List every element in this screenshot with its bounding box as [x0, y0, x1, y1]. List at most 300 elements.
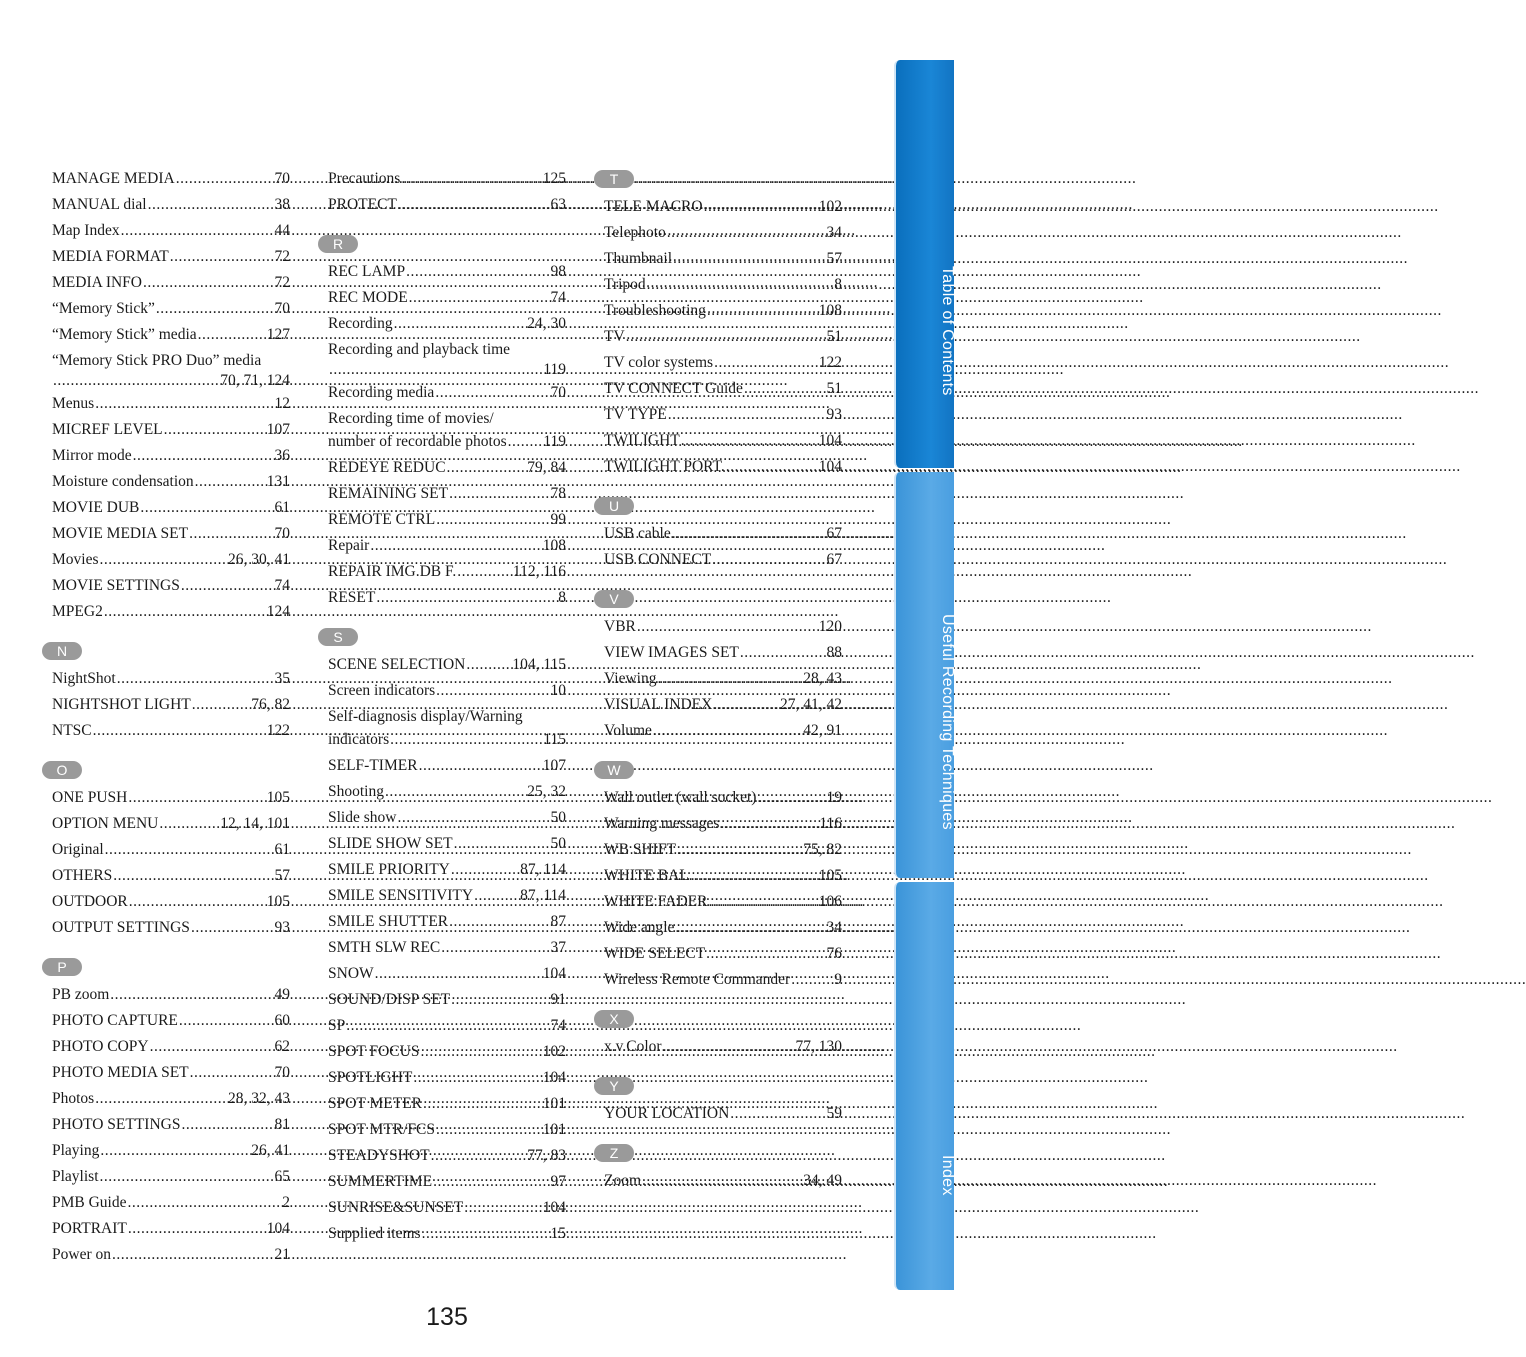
index-entry[interactable] [52, 1008, 290, 1034]
entry-name: “Memory Stick PRO Duo” media [52, 352, 262, 369]
index-entry[interactable] [52, 1164, 290, 1190]
index-entry[interactable] [328, 481, 566, 507]
leader-dots [179, 1008, 274, 1034]
index-entry[interactable] [52, 573, 290, 599]
page-ref: 102 [542, 1043, 566, 1060]
entry-line [52, 469, 290, 495]
entry-line [52, 1216, 290, 1242]
entry-name: MOVIE DUB [52, 499, 140, 516]
entry-line [52, 785, 290, 811]
page-ref: 70 [274, 300, 290, 317]
entry-name: Precautions [328, 170, 401, 187]
index-entry[interactable] [52, 666, 290, 692]
leader-dots [677, 837, 802, 863]
entry-line [604, 692, 842, 718]
entry-name: PHOTO SETTINGS [52, 1116, 181, 1133]
page-ref: 57 [274, 867, 290, 884]
index-entry[interactable] [328, 678, 566, 704]
page-ref: 77, 83 [527, 1147, 566, 1164]
index-entry[interactable] [604, 941, 842, 967]
page-ref: 34, 49 [803, 1172, 842, 1189]
index-entry[interactable] [52, 348, 290, 391]
index-entry[interactable] [328, 285, 566, 311]
page-ref: 107 [266, 421, 290, 438]
leader-dots [667, 220, 826, 246]
index-entry[interactable] [604, 1101, 842, 1127]
index-entry[interactable] [52, 837, 290, 863]
index-entry[interactable] [328, 1013, 566, 1039]
index-entry[interactable] [328, 652, 566, 678]
index-entry[interactable] [604, 863, 842, 889]
entry-name: Moisture condensation [52, 473, 194, 490]
leader-dots [422, 1221, 550, 1247]
index-entry[interactable] [52, 718, 290, 744]
leader-dots [435, 380, 549, 406]
entry-name: WB SHIFT [604, 841, 676, 858]
index-entry[interactable] [604, 1168, 842, 1194]
page-ref: 19 [826, 789, 842, 806]
page-ref: 72 [274, 274, 290, 291]
entry-line [52, 218, 290, 244]
entry-line [604, 785, 842, 811]
index-entry[interactable] [52, 1034, 290, 1060]
page-ref: 122 [266, 722, 290, 739]
leader-dots [375, 961, 542, 987]
index-entry[interactable] [604, 640, 842, 666]
entry-name: Warning messages [604, 815, 720, 832]
index-entry[interactable] [328, 166, 566, 192]
index-entry[interactable] [604, 454, 842, 480]
page-ref: 107 [542, 757, 566, 774]
leader-dots [704, 194, 818, 220]
index-column-2 [328, 166, 566, 1247]
page-ref: 116 [819, 815, 842, 832]
index-entry[interactable] [328, 455, 566, 481]
index-entry[interactable] [52, 1242, 290, 1268]
page-ref: 98 [550, 263, 566, 280]
index-entry[interactable] [52, 218, 290, 244]
entry-line [604, 889, 842, 915]
page-ref: 24, 30 [527, 315, 566, 332]
entry-line [328, 559, 566, 585]
entry-name: PHOTO CAPTURE [52, 1012, 178, 1029]
index-entry[interactable] [52, 811, 290, 837]
page-ref: 8 [834, 276, 842, 293]
index-entry[interactable] [52, 1190, 290, 1216]
entry-name: MANAGE MEDIA [52, 170, 175, 187]
section-letter-badge: T [594, 170, 634, 188]
entry-line [604, 863, 842, 889]
entry-line [328, 1013, 566, 1039]
entry-line [52, 889, 290, 915]
index-entry[interactable] [52, 244, 290, 270]
leader-dots [398, 192, 550, 218]
leader-dots [397, 805, 549, 831]
entry-line [328, 753, 566, 779]
leader-dots [744, 376, 826, 402]
index-entry[interactable] [604, 811, 842, 837]
index-entry[interactable] [604, 692, 842, 718]
page-ref: 70 [274, 170, 290, 187]
index-entry[interactable] [52, 296, 290, 322]
leader-dots [133, 443, 274, 469]
index-entry[interactable] [328, 337, 566, 380]
index-entry[interactable] [52, 1138, 290, 1164]
page-ref: 74 [550, 1017, 566, 1034]
index-entry[interactable] [328, 1039, 566, 1065]
tab-table-of-contents[interactable] [894, 60, 954, 468]
index-entry[interactable] [52, 391, 290, 417]
index-entry[interactable] [328, 857, 566, 883]
entry-line [604, 718, 842, 744]
index-entry[interactable] [328, 1117, 566, 1143]
page-ref: 77, 130 [795, 1038, 842, 1055]
index-entry[interactable] [604, 272, 842, 298]
index-entry[interactable] [604, 350, 842, 376]
leader-dots [436, 678, 549, 704]
leader-dots [143, 270, 274, 296]
page-ref: 70 [274, 1064, 290, 1081]
leader-dots [791, 967, 833, 993]
index-entry[interactable] [328, 883, 566, 909]
index-entry[interactable] [328, 192, 566, 218]
page-ref: 67 [826, 551, 842, 568]
entry-name: WHITE BAL. [604, 867, 693, 884]
index-entry[interactable] [328, 533, 566, 559]
index-entry[interactable] [604, 521, 842, 547]
entry-name: TV color systems [604, 354, 714, 371]
entry-line [328, 935, 566, 961]
page-ref: 28, 32, 43 [228, 1090, 290, 1107]
page-ref: 105 [266, 893, 290, 910]
page-ref: 37 [550, 939, 566, 956]
page-ref: 88 [826, 644, 842, 661]
leader-dots [170, 244, 274, 270]
index-entry[interactable] [604, 666, 842, 692]
entry-line [52, 391, 290, 417]
leader-dots [419, 753, 542, 779]
index-entry[interactable] [52, 1086, 290, 1112]
entry-line [52, 521, 290, 547]
page-ref: 26, 41 [251, 1142, 290, 1159]
index-entry[interactable] [604, 614, 842, 640]
entry-line [604, 547, 842, 573]
index-entry[interactable] [328, 831, 566, 857]
page-ref: 15 [550, 1225, 566, 1242]
index-entry[interactable] [52, 270, 290, 296]
leader-dots [653, 718, 802, 744]
entry-name: SELF-TIMER [328, 757, 418, 774]
entry-name: Wall outlet (wall socket) [604, 789, 757, 806]
page-ref: 102 [818, 198, 842, 215]
entry-line [604, 1101, 842, 1127]
page-ref: 8 [558, 589, 566, 606]
entry-name: SUMMERTIME [328, 1173, 433, 1190]
index-entry[interactable] [328, 987, 566, 1013]
leader-dots [329, 360, 542, 380]
leader-dots [436, 1117, 542, 1143]
index-entry[interactable] [52, 469, 290, 495]
index-column-3 [604, 170, 842, 1194]
entry-line [52, 244, 290, 270]
entry-name: Telephoto [604, 224, 666, 241]
page-ref: 67 [826, 525, 842, 542]
entry-line [328, 805, 566, 831]
entry-name: SMILE PRIORITY [328, 861, 450, 878]
index-entry[interactable] [52, 166, 290, 192]
index-entry[interactable] [604, 194, 842, 220]
page-ref: 119 [543, 433, 566, 450]
index-entry[interactable] [52, 547, 290, 573]
entry-line [604, 941, 842, 967]
index-entry[interactable] [604, 889, 842, 915]
index-entry[interactable] [604, 915, 842, 941]
index-entry[interactable] [328, 1169, 566, 1195]
index-entry[interactable] [328, 753, 566, 779]
entry-name: TV CONNECT Guide [604, 380, 743, 397]
entry-name: WIDE SELECT [604, 945, 706, 962]
entry-line [328, 311, 566, 337]
leader-dots [104, 599, 266, 625]
index-entry[interactable] [328, 935, 566, 961]
index-entry[interactable] [52, 417, 290, 443]
entry-name: REC LAMP [328, 263, 406, 280]
entry-line [52, 1008, 290, 1034]
index-entry[interactable] [328, 1091, 566, 1117]
entry-line [604, 1034, 842, 1060]
tab-label: Index [939, 1154, 956, 1196]
tab-label: Useful Recording Techniques [939, 614, 956, 830]
index-entry[interactable] [328, 507, 566, 533]
leader-dots [431, 1143, 527, 1169]
entry-line [604, 194, 842, 220]
index-entry[interactable] [52, 322, 290, 348]
leader-dots [707, 298, 818, 324]
leader-dots [713, 692, 779, 718]
leader-dots [447, 455, 527, 481]
index-entry[interactable] [52, 495, 290, 521]
entry-name: REMAINING SET [328, 485, 449, 502]
index-entry[interactable] [328, 259, 566, 285]
index-entry[interactable] [52, 192, 290, 218]
leader-dots [457, 559, 512, 585]
leader-dots [451, 987, 549, 1013]
entry-name: MICREF LEVEL [52, 421, 163, 438]
index-entry[interactable] [52, 915, 290, 941]
entry-line [604, 376, 842, 402]
page-ref: 87, 114 [520, 887, 566, 904]
entry-name: NIGHTSHOT LIGHT [52, 696, 191, 713]
index-entry[interactable] [52, 863, 290, 889]
entry-name: Slide show [328, 809, 397, 826]
entry-line [328, 1143, 566, 1169]
tab-index[interactable] [894, 882, 954, 1290]
leader-dots [95, 391, 273, 417]
entry-line [52, 837, 290, 863]
entry-name: REC MODE [328, 289, 408, 306]
index-entry[interactable] [52, 785, 290, 811]
entry-name: TELE MACRO [604, 198, 703, 215]
entry-name: TWILIGHT PORT. [604, 458, 725, 475]
entry-line [604, 811, 842, 837]
index-entry[interactable] [328, 1143, 566, 1169]
entry-name: REDEYE REDUC [328, 459, 446, 476]
entry-line [604, 454, 842, 480]
entry-name: Screen indicators [328, 682, 436, 699]
entry-line [52, 718, 290, 744]
entry-line [52, 1060, 290, 1086]
entry-name: MOVIE MEDIA SET [52, 525, 189, 542]
index-entry[interactable] [328, 1221, 566, 1247]
entry-name: USB cable [604, 525, 671, 542]
index-entry[interactable] [604, 246, 842, 272]
entry-line [604, 521, 842, 547]
page-ref: 60 [274, 1012, 290, 1029]
entry-line [52, 1112, 290, 1138]
leader-dots [663, 1034, 795, 1060]
entry-name: PHOTO COPY [52, 1038, 149, 1055]
index-entry[interactable] [328, 961, 566, 987]
entry-line [604, 428, 842, 454]
entry-line [328, 259, 566, 285]
index-entry[interactable] [604, 428, 842, 454]
page-ref: 104 [542, 965, 566, 982]
entry-name: Repair [328, 537, 370, 554]
leader-dots [376, 585, 557, 611]
leader-dots [128, 1216, 266, 1242]
entry-line [328, 1169, 566, 1195]
index-entry[interactable] [328, 909, 566, 935]
entry-name: MOVIE SETTINGS [52, 577, 180, 594]
index-entry[interactable] [52, 521, 290, 547]
entry-line [52, 666, 290, 692]
index-entry[interactable] [328, 311, 566, 337]
entry-line [328, 533, 566, 559]
entry-line [328, 961, 566, 987]
entry-line [52, 1242, 290, 1268]
entry-line [328, 360, 566, 380]
leader-dots [413, 1065, 541, 1091]
page-ref: 105 [266, 789, 290, 806]
page-ref: 72 [274, 248, 290, 265]
tab-label: Table of Contents [939, 266, 956, 396]
entry-line [328, 883, 566, 909]
entry-line [328, 1039, 566, 1065]
page-ref: 104 [542, 1199, 566, 1216]
leader-dots [730, 1101, 825, 1127]
entry-name: SPOT METER [328, 1095, 423, 1112]
entry-line [52, 1190, 290, 1216]
index-entry[interactable] [604, 376, 842, 402]
entry-name: PMB Guide [52, 1194, 127, 1211]
entry-name: Viewing [604, 670, 657, 687]
page-ref: 104 [818, 458, 842, 475]
index-entry[interactable] [52, 692, 290, 718]
entry-line [604, 324, 842, 350]
entry-line [604, 915, 842, 941]
entry-line [52, 573, 290, 599]
index-entry[interactable] [604, 785, 842, 811]
entry-name: OPTION MENU [52, 815, 159, 832]
leader-dots [189, 521, 273, 547]
tab-useful-recording-techniques[interactable] [894, 472, 954, 878]
entry-line [328, 507, 566, 533]
entry-line [328, 652, 566, 678]
page-ref: 10 [550, 682, 566, 699]
entry-name: Playing [52, 1142, 100, 1159]
index-entry[interactable] [328, 406, 566, 455]
index-entry[interactable] [52, 1216, 290, 1242]
index-entry[interactable] [604, 402, 842, 428]
leader-dots [714, 350, 818, 376]
index-entry[interactable] [328, 1065, 566, 1091]
index-entry[interactable] [328, 1195, 566, 1221]
entry-name: VIEW IMAGES SET [604, 644, 739, 661]
entry-name: SMTH SLW REC [328, 939, 441, 956]
page-ref: 27, 41, 42 [780, 696, 842, 713]
leader-dots [394, 311, 527, 337]
entry-name: SCENE SELECTION [328, 656, 466, 673]
index-entry[interactable] [604, 1034, 842, 1060]
leader-dots [164, 417, 266, 443]
page-ref: 122 [818, 354, 842, 371]
entry-name: SLIDE SHOW SET [328, 835, 453, 852]
index-entry[interactable] [604, 298, 842, 324]
index-entry[interactable] [328, 380, 566, 406]
leader-dots [370, 533, 541, 559]
index-entry[interactable] [328, 805, 566, 831]
index-entry[interactable] [604, 837, 842, 863]
entry-line [52, 417, 290, 443]
index-entry[interactable] [328, 585, 566, 611]
index-entry[interactable] [52, 443, 290, 469]
index-entry[interactable] [328, 704, 566, 753]
index-entry[interactable] [604, 324, 842, 350]
page-ref: 34 [826, 919, 842, 936]
leader-dots [436, 507, 549, 533]
entry-name: Zoom [604, 1172, 642, 1189]
index-entry[interactable] [52, 1112, 290, 1138]
section-letter-badge: U [594, 497, 634, 515]
index-entry[interactable] [52, 1060, 290, 1086]
leader-dots [121, 218, 274, 244]
entry-line [52, 599, 290, 625]
index-entry[interactable] [328, 559, 566, 585]
leader-dots [53, 371, 219, 391]
section-letter-badge: Z [594, 1144, 634, 1162]
page-ref: 108 [542, 537, 566, 554]
index-entry[interactable] [52, 889, 290, 915]
index-entry[interactable] [604, 718, 842, 744]
index-entry[interactable] [52, 982, 290, 1008]
entry-line [328, 1195, 566, 1221]
entry-line [604, 837, 842, 863]
index-entry[interactable] [604, 220, 842, 246]
index-entry[interactable] [328, 779, 566, 805]
leader-dots [93, 718, 266, 744]
entry-name: MEDIA INFO [52, 274, 142, 291]
entry-line [52, 192, 290, 218]
entry-line [604, 640, 842, 666]
page-ref: 12 [274, 395, 290, 412]
entry-name: TV TYPE [604, 406, 667, 423]
section-letter-badge: N [42, 642, 82, 660]
index-entry[interactable] [52, 599, 290, 625]
index-entry[interactable] [604, 967, 842, 993]
entry-name: TWILIGHT [604, 432, 680, 449]
index-entry[interactable] [604, 547, 842, 573]
page-ref: 79, 84 [527, 459, 566, 476]
